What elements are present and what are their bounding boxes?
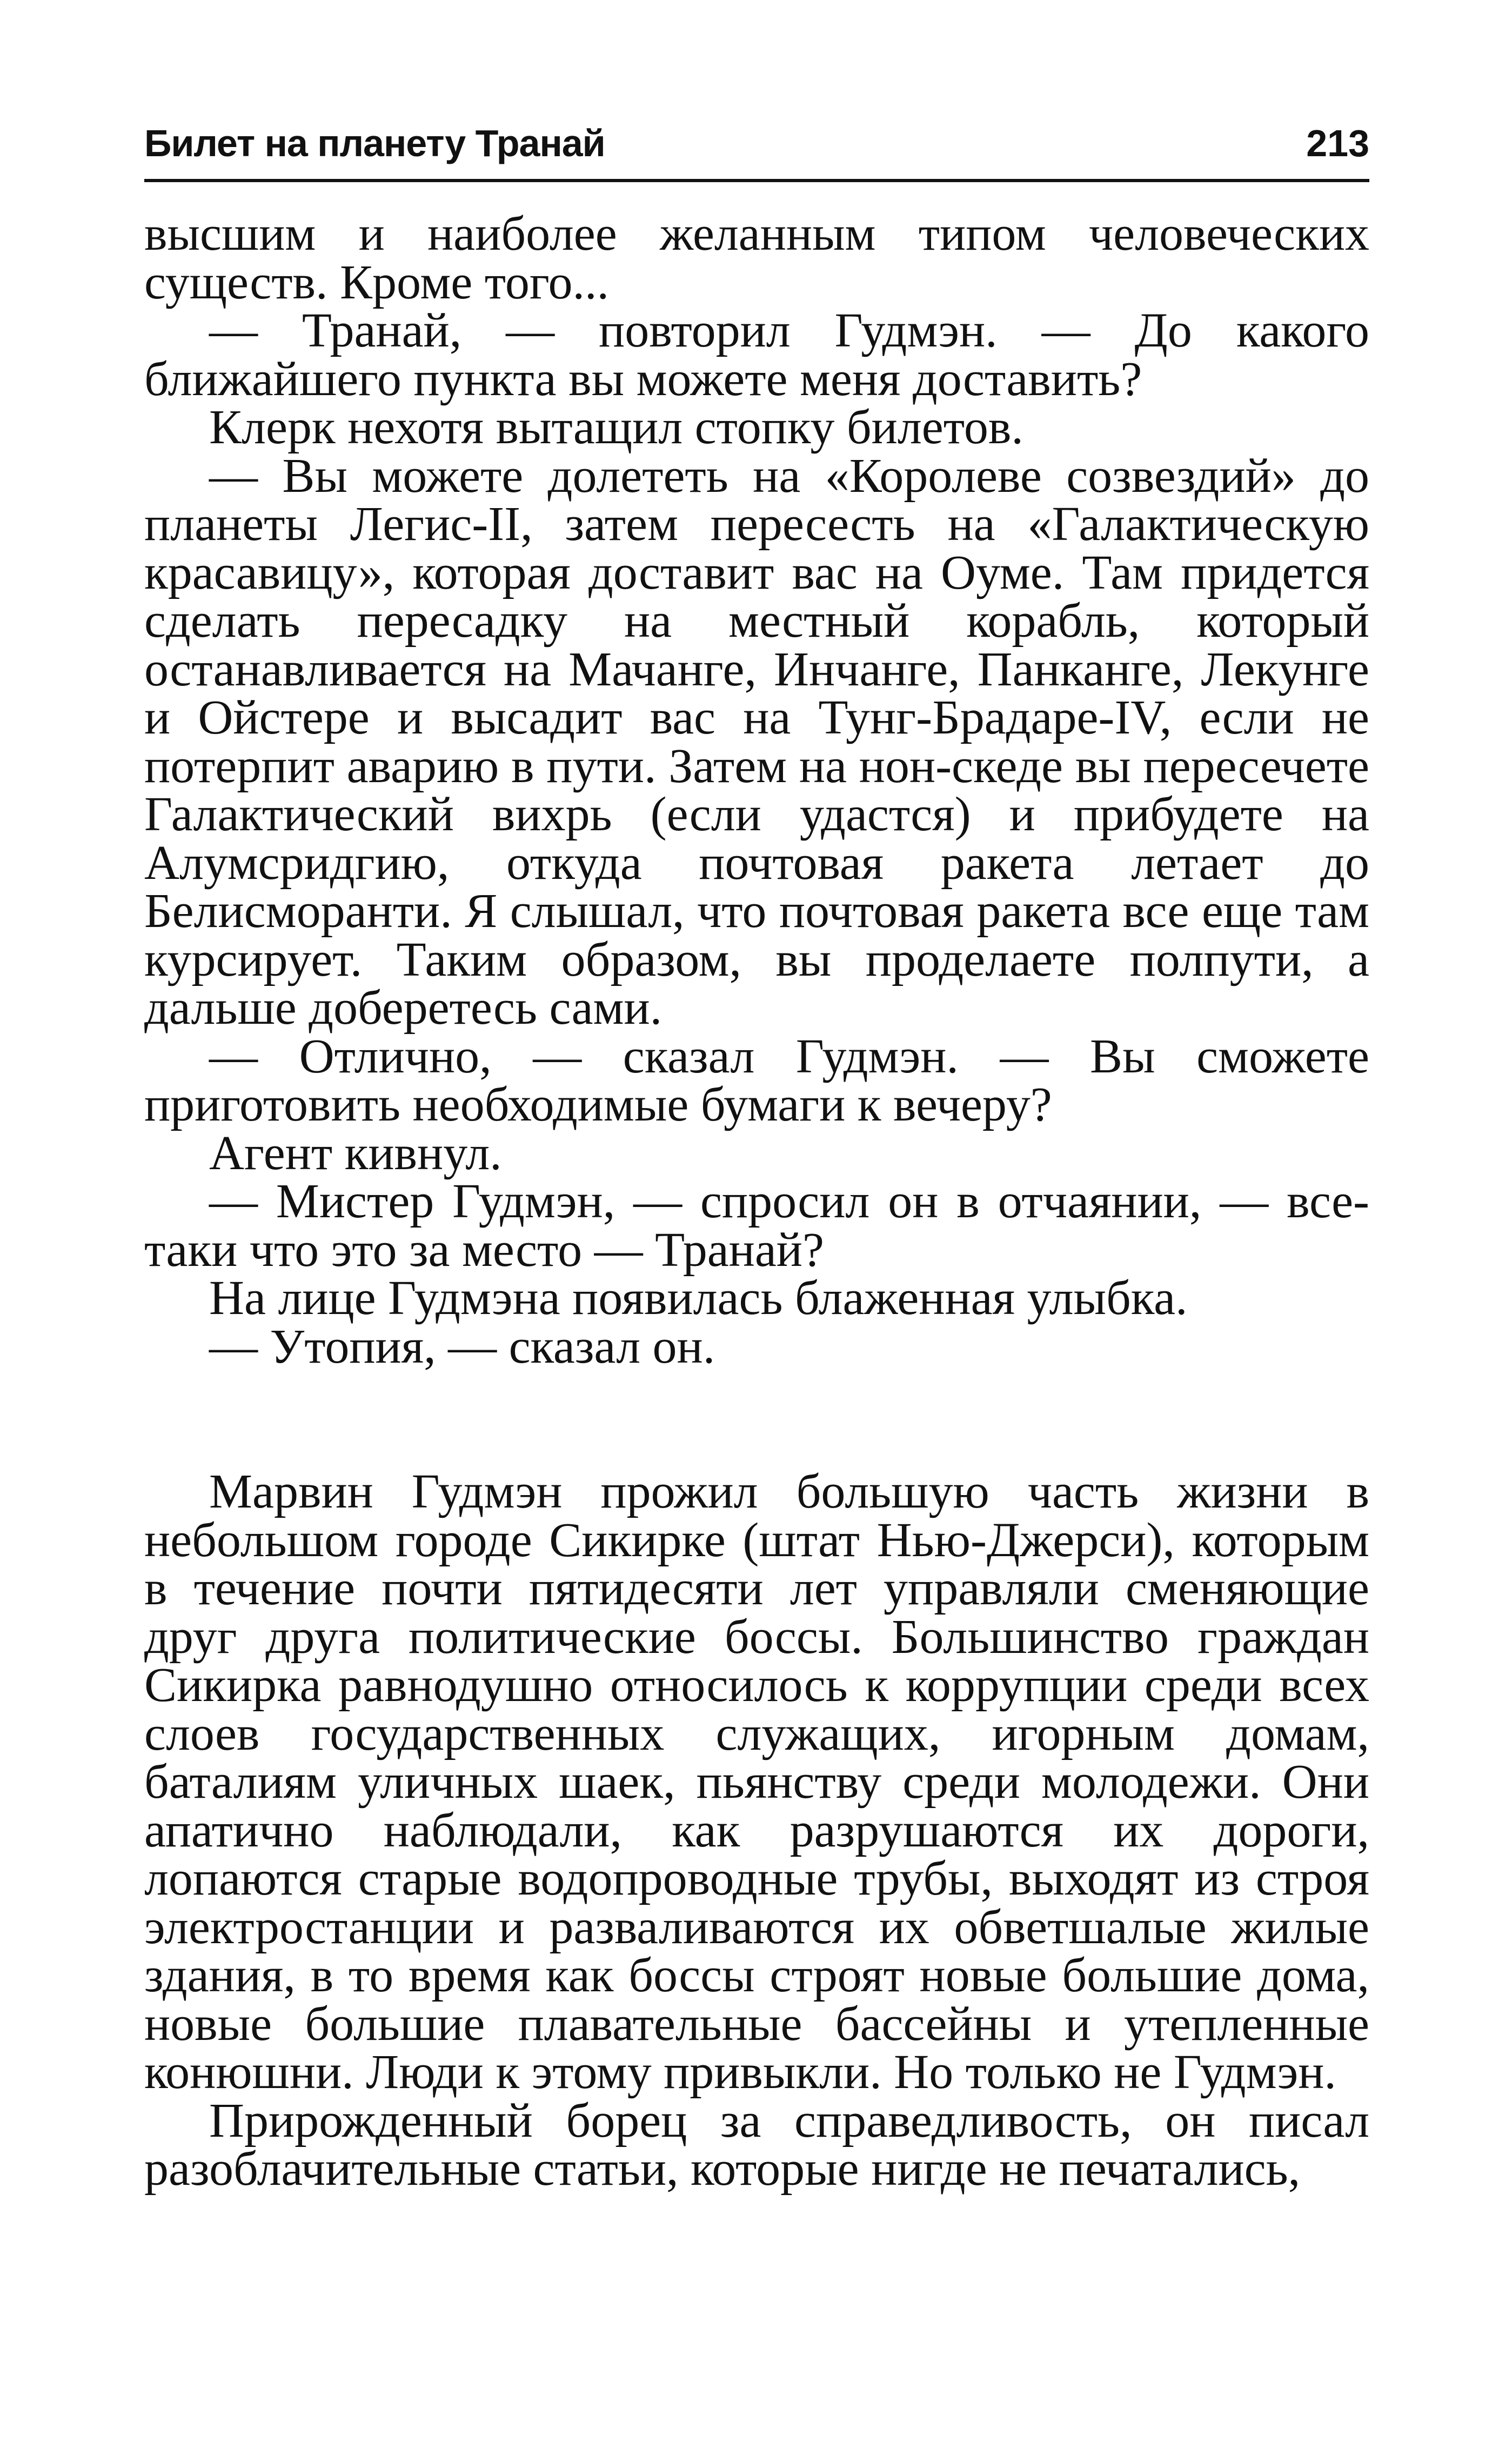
paragraph-continuation: высшим и наиболее желанным типом человеческих существ. Кроме того...	[144, 207, 1369, 309]
book-page	[144, 122, 1369, 2196]
paragraph: Клерк нехотя вытащил стопку билетов.	[209, 401, 1023, 454]
paragraph: Марвин Гудмэн прожил большую часть жизни в небольшом городе Сикирке (штат Нью-Джерси), которым в течение почти пятидесяти лет управляли сменяющие друг друга политические боссы. Большинство граждан Сикирка равнодушно относилось к коррупции среди всех слоев государственных служащих, игорным домам, баталиям уличных шаек, пьянству среди молодежи. Они апатично наблюдали, как разрушаются их дороги, лопаются старые водопроводные трубы, выходят из строя электростанции и разваливаются их обветшалые жилые здания, в то время как боссы строят новые большие дома, новые большие плавательные бассейны и утепленные конюшни. Люди к этому привыкли. Но только не Гудмэн.	[144, 1465, 1369, 2099]
running-title: Билет на планету Транай	[144, 122, 605, 164]
header-rule	[144, 179, 1369, 182]
paragraph-dialogue: — Мистер Гудмэн, — спросил он в отчаянии, — все-таки что это за место — Транай?	[144, 1175, 1369, 1277]
paragraph-dialogue: — Утопия, — сказал он.	[209, 1319, 715, 1373]
paragraph: На лице Гудмэна появилась блаженная улыбка.	[209, 1271, 1188, 1325]
paragraph: Прирожденный борец за справедливость, он писал разоблачительные статьи, которые нигде не печатались,	[144, 2093, 1369, 2196]
page-number: 213	[1306, 122, 1369, 164]
body-text	[144, 207, 1369, 2196]
paragraph: Агент кивнул.	[209, 1126, 502, 1180]
page-header	[144, 122, 1369, 178]
paragraph-dialogue: — Отлично, — сказал Гудмэн. — Вы сможете приготовить необходимые бумаги к вечеру?	[144, 1029, 1369, 1131]
paragraph-dialogue: — Вы можете долететь на «Королеве созвездий» до планеты Легис-II, затем пересесть на «Галактическую красавицу», которая доставит вас на Оуме. Там придется сделать пересадку на местный корабль, который останавливается на Мачанге, Инчанге, Панканге, Лекунге и Ойстере и высадит вас на Тунг-Брадаре-IV, если не потерпит аварию в пути. Затем на нон-скеде вы пересечете Галактический вихрь (если удастся) и прибудете на Алумсридгию, откуда почтовая ракета летает до Белисморанти. Я слышал, что почтовая ракета все еще там курсирует. Таким образом, вы проделаете полпути, а дальше доберетесь сами.	[144, 449, 1369, 1035]
paragraph-dialogue: — Транай, — повторил Гудмэн. — До какого ближайшего пункта вы можете меня доставить?	[144, 304, 1369, 406]
section-break	[144, 1371, 1369, 1468]
